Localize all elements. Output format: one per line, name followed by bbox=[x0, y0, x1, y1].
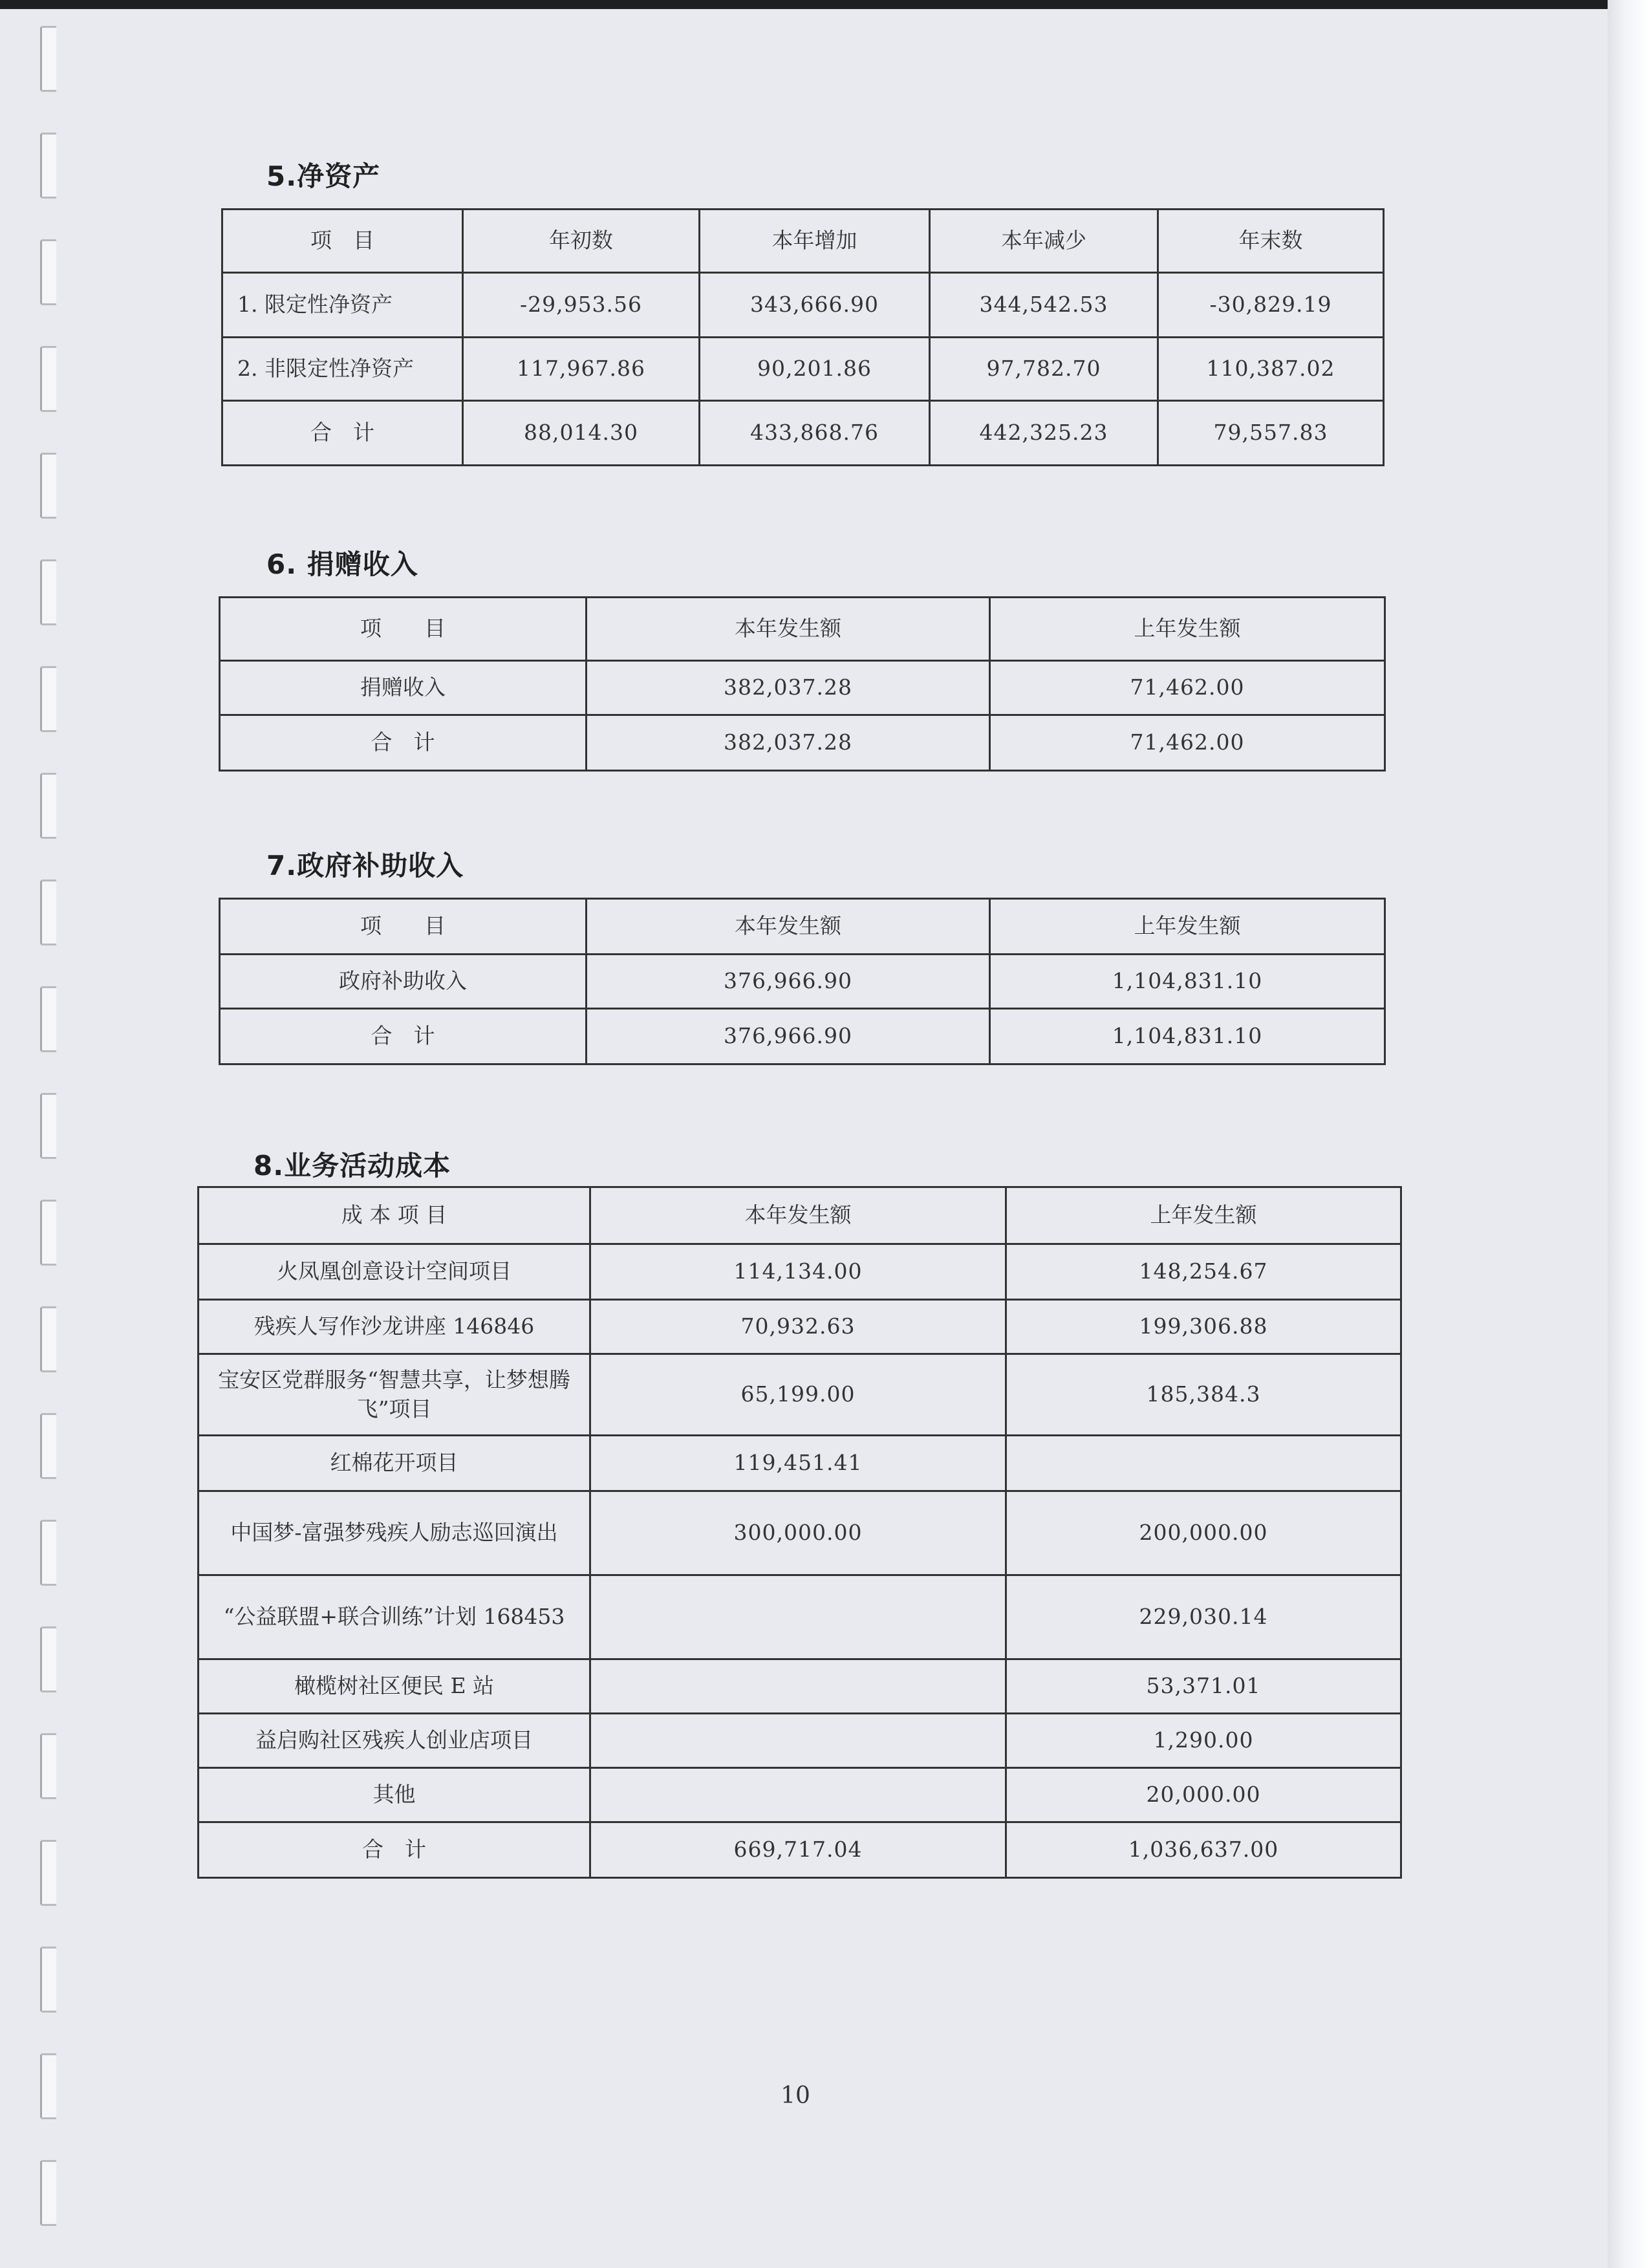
table-header-row bbox=[222, 210, 1384, 273]
value-cell: -29,953.56 bbox=[463, 273, 700, 338]
row-label: 合 计 bbox=[199, 1822, 590, 1878]
value-cell: 1,104,831.10 bbox=[990, 1009, 1385, 1064]
header-cell: 本年增加 bbox=[700, 210, 930, 273]
value-cell: 200,000.00 bbox=[1006, 1491, 1401, 1575]
value-cell: 185,384.3 bbox=[1006, 1354, 1401, 1436]
binding-hole bbox=[40, 133, 56, 199]
table-row bbox=[220, 955, 1385, 1009]
row-label: “公益联盟+联合训练”计划 168453 bbox=[199, 1575, 590, 1659]
table-total-row bbox=[199, 1822, 1401, 1878]
header-cell: 项 目 bbox=[220, 598, 587, 661]
value-cell: 229,030.14 bbox=[1006, 1575, 1401, 1659]
header-cell: 项 目 bbox=[220, 899, 587, 955]
table-row bbox=[199, 1659, 1401, 1714]
row-label: 其他 bbox=[199, 1768, 590, 1822]
value-cell: -30,829.19 bbox=[1158, 273, 1384, 338]
table-row bbox=[199, 1436, 1401, 1491]
value-cell: 110,387.02 bbox=[1158, 338, 1384, 401]
page-number: 10 bbox=[781, 2082, 810, 2109]
table-row bbox=[199, 1244, 1401, 1300]
header-cell: 本年减少 bbox=[930, 210, 1158, 273]
gov-subsidy-table bbox=[219, 898, 1386, 1065]
header-cell: 上年发生额 bbox=[990, 899, 1385, 955]
table-total-row bbox=[222, 401, 1384, 466]
binding-hole bbox=[40, 1200, 56, 1266]
value-cell: 376,966.90 bbox=[587, 1009, 990, 1064]
row-label: 2. 非限定性净资产 bbox=[222, 338, 463, 401]
binding-hole bbox=[40, 1947, 56, 2013]
value-cell: 90,201.86 bbox=[700, 338, 930, 401]
binding-hole bbox=[40, 1520, 56, 1586]
value-cell: 1,036,637.00 bbox=[1006, 1822, 1401, 1878]
binding-hole bbox=[40, 1413, 56, 1479]
row-label: 橄榄树社区便民 E 站 bbox=[199, 1659, 590, 1714]
value-cell: 97,782.70 bbox=[930, 338, 1158, 401]
binding-hole bbox=[40, 2053, 56, 2119]
row-label: 1. 限定性净资产 bbox=[222, 273, 463, 338]
binding-hole bbox=[40, 986, 56, 1052]
header-cell: 本年发生额 bbox=[587, 598, 990, 661]
table-row bbox=[199, 1354, 1401, 1436]
binding-hole bbox=[40, 26, 56, 92]
section-title-net-assets: 5.净资产 bbox=[266, 160, 381, 192]
binding-hole bbox=[40, 453, 56, 519]
value-cell: 382,037.28 bbox=[587, 661, 990, 715]
binding-hole bbox=[40, 1840, 56, 1906]
value-cell: 88,014.30 bbox=[463, 401, 700, 466]
scan-top-edge bbox=[0, 0, 1649, 9]
binding-hole bbox=[40, 880, 56, 945]
header-cell: 年末数 bbox=[1158, 210, 1384, 273]
header-cell: 项 目 bbox=[222, 210, 463, 273]
table-header-row bbox=[220, 899, 1385, 955]
business-cost-table bbox=[197, 1186, 1402, 1879]
value-cell: 70,932.63 bbox=[590, 1300, 1006, 1354]
value-cell bbox=[1006, 1436, 1401, 1491]
value-cell: 669,717.04 bbox=[590, 1822, 1006, 1878]
section-title-gov-subsidy: 7.政府补助收入 bbox=[266, 850, 464, 881]
row-label: 火凤凰创意设计空间项目 bbox=[199, 1244, 590, 1300]
scan-right-edge bbox=[1608, 0, 1649, 2268]
value-cell: 71,462.00 bbox=[990, 661, 1385, 715]
value-cell: 65,199.00 bbox=[590, 1354, 1006, 1436]
header-cell: 上年发生额 bbox=[990, 598, 1385, 661]
value-cell: 344,542.53 bbox=[930, 273, 1158, 338]
binding-hole bbox=[40, 666, 56, 732]
value-cell: 1,290.00 bbox=[1006, 1714, 1401, 1768]
value-cell: 300,000.00 bbox=[590, 1491, 1006, 1575]
value-cell: 71,462.00 bbox=[990, 715, 1385, 771]
donation-income-table bbox=[219, 596, 1386, 772]
binding-hole bbox=[40, 1306, 56, 1372]
value-cell: 117,967.86 bbox=[463, 338, 700, 401]
table-row bbox=[222, 338, 1384, 401]
value-cell: 79,557.83 bbox=[1158, 401, 1384, 466]
table-row bbox=[222, 273, 1384, 338]
value-cell: 114,134.00 bbox=[590, 1244, 1006, 1300]
table-row bbox=[199, 1768, 1401, 1822]
section-title-donation-income: 6. 捐赠收入 bbox=[266, 548, 418, 580]
binding-hole bbox=[40, 1093, 56, 1159]
table-row bbox=[199, 1714, 1401, 1768]
table-total-row bbox=[220, 715, 1385, 771]
table-total-row bbox=[220, 1009, 1385, 1064]
value-cell bbox=[590, 1575, 1006, 1659]
net-assets-table bbox=[221, 208, 1385, 466]
value-cell bbox=[590, 1768, 1006, 1822]
value-cell: 376,966.90 bbox=[587, 955, 990, 1009]
header-cell: 上年发生额 bbox=[1006, 1187, 1401, 1244]
value-cell: 442,325.23 bbox=[930, 401, 1158, 466]
binding-hole bbox=[40, 559, 56, 625]
row-label: 残疾人写作沙龙讲座 146846 bbox=[199, 1300, 590, 1354]
binding-hole bbox=[40, 239, 56, 305]
binding-hole bbox=[40, 346, 56, 412]
value-cell bbox=[590, 1659, 1006, 1714]
row-label: 益启购社区残疾人创业店项目 bbox=[199, 1714, 590, 1768]
row-label: 捐赠收入 bbox=[220, 661, 587, 715]
header-cell: 本年发生额 bbox=[590, 1187, 1006, 1244]
value-cell: 119,451.41 bbox=[590, 1436, 1006, 1491]
table-header-row bbox=[199, 1187, 1401, 1244]
binding-hole bbox=[40, 773, 56, 839]
value-cell: 433,868.76 bbox=[700, 401, 930, 466]
table-header-row bbox=[220, 598, 1385, 661]
header-cell: 年初数 bbox=[463, 210, 700, 273]
value-cell: 343,666.90 bbox=[700, 273, 930, 338]
section-title-business-cost: 8.业务活动成本 bbox=[253, 1150, 451, 1182]
header-cell: 本年发生额 bbox=[587, 899, 990, 955]
row-label: 政府补助收入 bbox=[220, 955, 587, 1009]
table-row bbox=[199, 1575, 1401, 1659]
row-label: 合 计 bbox=[220, 1009, 587, 1064]
value-cell: 1,104,831.10 bbox=[990, 955, 1385, 1009]
row-label: 宝安区党群服务“智慧共享，让梦想腾飞”项目 bbox=[199, 1354, 590, 1436]
value-cell: 20,000.00 bbox=[1006, 1768, 1401, 1822]
binding-hole bbox=[40, 2160, 56, 2226]
value-cell: 148,254.67 bbox=[1006, 1244, 1401, 1300]
binding-holes bbox=[40, 26, 66, 2238]
table-row bbox=[199, 1491, 1401, 1575]
row-label: 中国梦-富强梦残疾人励志巡回演出 bbox=[199, 1491, 590, 1575]
row-label: 合 计 bbox=[220, 715, 587, 771]
table-row bbox=[199, 1300, 1401, 1354]
row-label: 红棉花开项目 bbox=[199, 1436, 590, 1491]
value-cell: 53,371.01 bbox=[1006, 1659, 1401, 1714]
binding-hole bbox=[40, 1733, 56, 1799]
table-row bbox=[220, 661, 1385, 715]
value-cell: 199,306.88 bbox=[1006, 1300, 1401, 1354]
header-cell: 成 本 项 目 bbox=[199, 1187, 590, 1244]
value-cell bbox=[590, 1714, 1006, 1768]
binding-hole bbox=[40, 1626, 56, 1692]
row-label: 合 计 bbox=[222, 401, 463, 466]
value-cell: 382,037.28 bbox=[587, 715, 990, 771]
